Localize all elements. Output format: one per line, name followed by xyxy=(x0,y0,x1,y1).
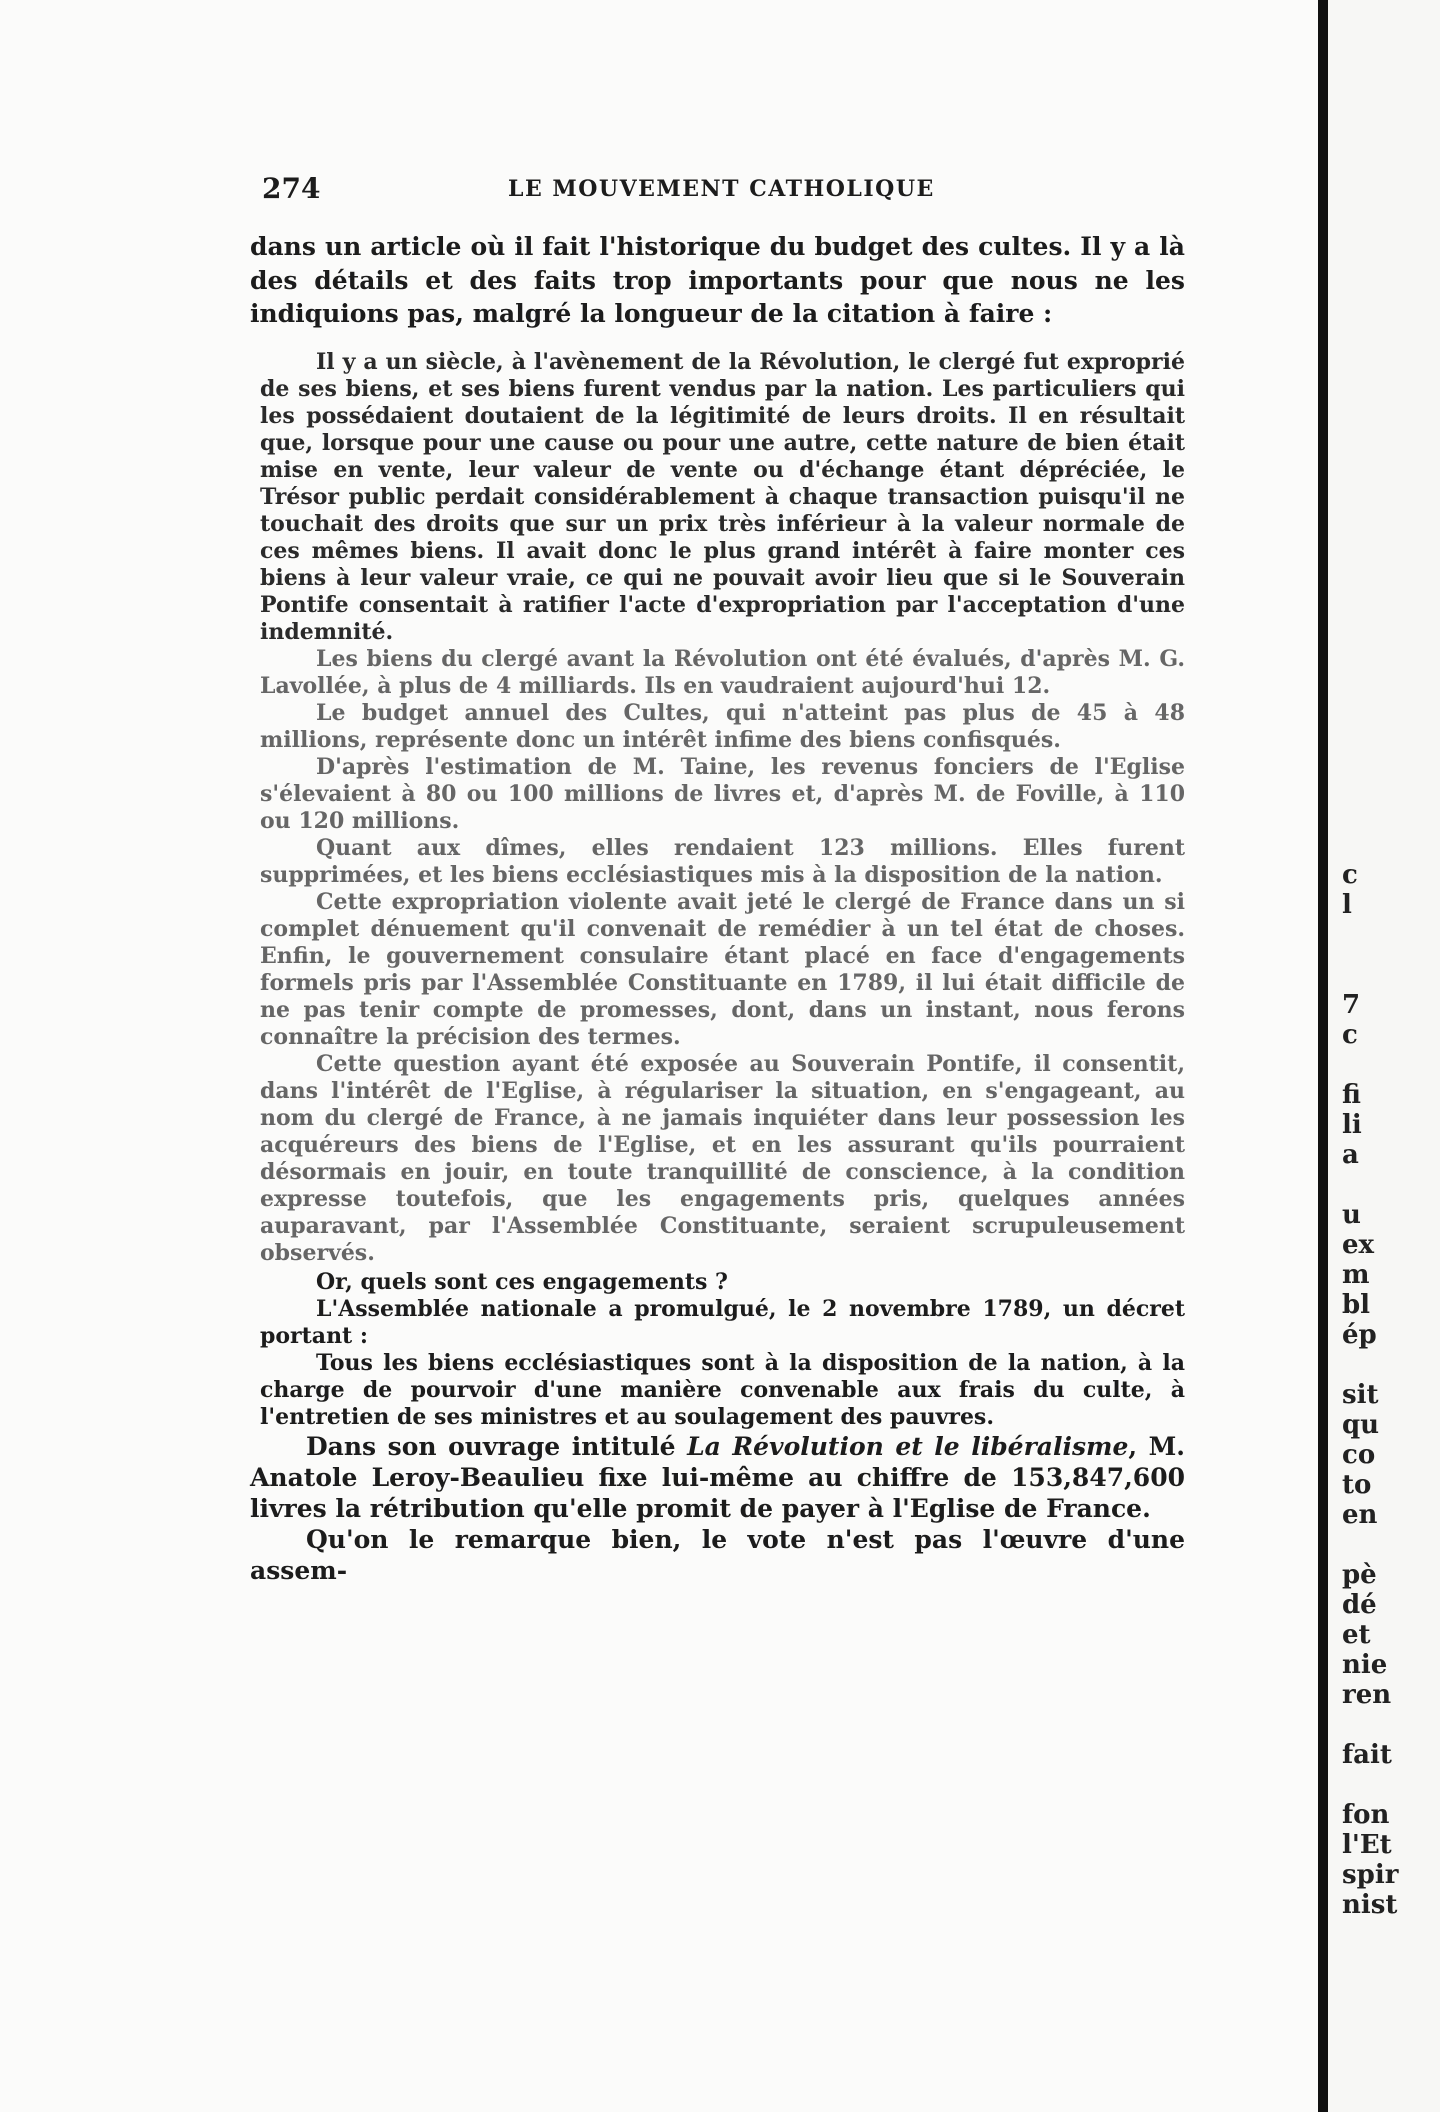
page-header xyxy=(262,172,1182,212)
page-body xyxy=(250,230,1185,1586)
adjacent-page-fragment: sit xyxy=(1342,1380,1379,1410)
decree-text: Tous les biens ecclésiastiques sont à la disposition de la nation, à la charge de pourvoir d'une manière convenable aux frais du culte, à l'entretien de ses ministres et au soulagement des pauvres. xyxy=(260,1349,1185,1430)
following-section xyxy=(250,1269,1185,1586)
adjacent-page-fragment: dé xyxy=(1342,1590,1377,1620)
adjacent-page-fragment: to xyxy=(1342,1470,1372,1500)
adjacent-page-fragment: ex xyxy=(1342,1230,1375,1260)
paragraph-text: Dans son ouvrage intitulé xyxy=(306,1431,688,1461)
adjacent-page-fragment: bl xyxy=(1342,1290,1371,1320)
quote-paragraph: Les biens du clergé avant la Révolution ont été évalués, d'après M. G. Lavollée, à plus de 4 milliards. Ils en vaudraient aujourd'hui 12. xyxy=(260,645,1185,699)
adjacent-page-fragment: co xyxy=(1342,1440,1376,1470)
adjacent-page-fragment: m xyxy=(1342,1260,1370,1290)
adjacent-page-fragment: ép xyxy=(1342,1320,1377,1350)
adjacent-page-fragment: 7 xyxy=(1342,990,1361,1020)
quote-paragraph: Quant aux dîmes, elles rendaient 123 millions. Elles furent supprimées, et les biens ecclésiastiques mis à la disposition de la nation. xyxy=(260,834,1185,888)
adjacent-page-fragment: li xyxy=(1342,1110,1362,1140)
adjacent-page-fragment: a xyxy=(1342,1140,1359,1170)
paragraph-text: , M. Anatole Leroy-Beaulieu fixe lui-même au chiffre de 153,847,600 livres la rétribution qu'elle promit de payer à l'Eglise de France. xyxy=(250,1431,1185,1523)
adjacent-page-fragments xyxy=(1328,0,1440,2112)
question-line: Or, quels sont ces engagements ? xyxy=(316,1268,728,1295)
adjacent-page-fragment: qu xyxy=(1342,1410,1380,1440)
adjacent-page-fragment: nie xyxy=(1342,1650,1388,1680)
page-number: 274 xyxy=(262,172,321,205)
quote-paragraph: D'après l'estimation de M. Taine, les revenus fonciers de l'Eglise s'élevaient à 80 ou 100 millions de livres et, d'après M. de Foville, à 110 ou 120 millions. xyxy=(260,753,1185,834)
adjacent-page-fragment: c xyxy=(1342,860,1358,890)
adjacent-page-fragment: l xyxy=(1342,890,1352,920)
adjacent-page-fragment: et xyxy=(1342,1620,1371,1650)
quote-paragraph: Il y a un siècle, à l'avènement de la Révolution, le clergé fut exproprié de ses biens, et ses biens furent vendus par la nation. Les particuliers qui les possédaient doutaient de la légitimité de leurs droits. Il en résultait que, lorsque pour une cause ou pour une autre, cette nature de bien était mise en vente, leur valeur de vente ou d'échange étant dépréciée, le Trésor public perdait considérablement à chaque transaction puisqu'il ne touchait des droits que sur un prix très inférieur à la valeur normale de ces mêmes biens. Il avait donc le plus grand intérêt à faire monter ces biens à leur valeur vraie, ce qui ne pouvait avoir lieu que si le Souverain Pontife consentait à ratifier l'acte d'expropriation par l'acceptation d'une indemnité. xyxy=(260,348,1185,645)
intro-paragraph: dans un article où il fait l'historique du budget des cultes. Il y a là des détails et des faits trop importants pour que nous ne les indiquions pas, malgré la longueur de la citation à faire : xyxy=(250,232,1185,328)
leroy-beaulieu-paragraph xyxy=(250,1431,1185,1524)
adjacent-page-fragment: spir xyxy=(1342,1860,1399,1890)
final-paragraph: Qu'on le remarque bien, le vote n'est pas l'œuvre d'une assem- xyxy=(250,1524,1185,1585)
adjacent-page-fragment: pè xyxy=(1342,1560,1377,1590)
running-title: LE MOUVEMENT CATHOLIQUE xyxy=(508,176,935,202)
adjacent-page-fragment: fon xyxy=(1342,1800,1390,1830)
adjacent-page-fragment: fait xyxy=(1342,1740,1392,1770)
quoted-passage xyxy=(250,349,1185,1267)
adjacent-page-fragment: ren xyxy=(1342,1680,1392,1710)
quote-paragraph: Cette question ayant été exposée au Souverain Pontife, il consentit, dans l'intérêt de l'Eglise, à régulariser la situation, en s'engageant, au nom du clergé de France, à ne jamais inquiéter dans leur possession les acquéreurs des biens de l'Eglise, et en les assurant qu'ils pourraient désormais en jouir, en toute tranquillité de conscience, à la condition expresse toutefois, que les engagements pris, quelques années auparavant, par l'Assemblée Constituante, seraient scrupuleusement observés. xyxy=(260,1050,1185,1266)
book-title: La Révolution et le libéralisme xyxy=(687,1431,1129,1461)
adjacent-page-fragment: c xyxy=(1342,1020,1358,1050)
adjacent-page-fragment: l'Et xyxy=(1342,1830,1392,1860)
quote-paragraph: Le budget annuel des Cultes, qui n'atteint pas plus de 45 à 48 millions, représente donc un intérêt infime des biens confisqués. xyxy=(260,699,1185,753)
adjacent-page-fragment: fi xyxy=(1342,1080,1361,1110)
adjacent-page-fragment: u xyxy=(1342,1200,1361,1230)
intro-section xyxy=(250,230,1185,331)
adjacent-page-fragment: nist xyxy=(1342,1890,1398,1920)
decree-intro: L'Assemblée nationale a promulgué, le 2 novembre 1789, un décret portant : xyxy=(260,1295,1185,1349)
adjacent-page-fragment: en xyxy=(1342,1500,1378,1530)
binding-gutter xyxy=(1318,0,1328,2112)
quote-paragraph: Cette expropriation violente avait jeté le clergé de France dans un si complet dénuement qu'il convenait de remédier à un tel état de choses. Enfin, le gouvernement consulaire étant placé en face d'engagements formels pris par l'Assemblée Constituante en 1789, il lui était difficile de ne pas tenir compte de promesses, dont, dans un instant, nous ferons connaître la précision des termes. xyxy=(260,888,1185,1050)
adjacent-page-edge xyxy=(1328,0,1440,2112)
